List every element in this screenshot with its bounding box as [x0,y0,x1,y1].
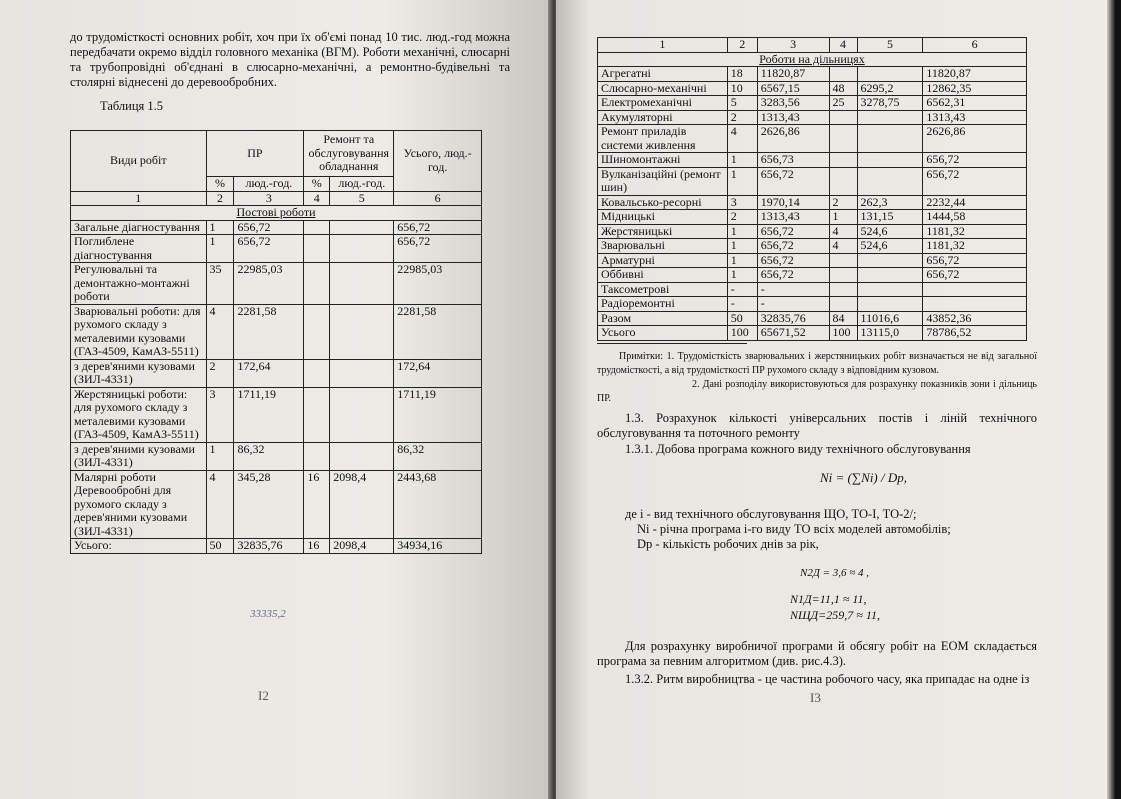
col-num: 5 [857,38,923,53]
work-kind-cell: з дерев'яними кузовами (ЗИЛ-4331) [71,359,207,387]
table-cell: 656,72 [394,235,482,263]
work-kind-cell: Усього: [71,539,207,554]
work-kind-cell: Жерстяницькі роботи: для рухомого складу з металевими кузовами (ГАЗ-4509, КамАЗ-5511) [71,387,207,442]
col-num: 3 [757,38,829,53]
header-pr: ПР [206,131,304,177]
table-cell: 1 [206,220,234,235]
formula-main: Ni = (∑Ni) / Dp, [820,470,908,485]
work-kind-cell: Вулканізаційні (ремонт шин) [598,167,728,195]
table-cell [829,67,857,82]
table-row [598,253,1027,268]
work-kind-cell: Акумуляторні [598,110,728,125]
table-cell: 1 [727,153,757,168]
table-cell [330,442,394,470]
table-cell: 2443,68 [394,470,482,539]
table-cell: 78786,52 [923,326,1027,341]
table-cell [829,253,857,268]
table-cell: 12862,35 [923,81,1027,96]
work-kind-cell: Жерстяницькі [598,224,728,239]
work-kind-cell: Агрегатні [598,67,728,82]
table-row [598,195,1027,210]
paragraph-2: 1.3.2. Ритм виробництва - це частина робочого часу, яка припадає на одне із [625,672,1030,686]
table-row [598,326,1027,341]
table-cell: 34934,16 [394,539,482,554]
table-cell: 48 [829,81,857,96]
work-kind-cell: Шиномонтажні [598,153,728,168]
work-kind-cell: Електромеханічні [598,96,728,111]
table-row [71,220,482,235]
table-row [598,153,1027,168]
table-cell [857,153,923,168]
table-cell [330,263,394,305]
col-num: 6 [394,191,482,206]
col-num: 3 [234,191,304,206]
table-cell [857,110,923,125]
table-cell [304,304,330,359]
table-cell: 18 [727,67,757,82]
table-cell [330,387,394,442]
table-cell [829,268,857,283]
table-cell: 10 [727,81,757,96]
calc-1: N2Д = 3,6 ≈ 4 , [800,567,870,579]
table-cell: 2626,86 [923,125,1027,153]
table-cell [923,297,1027,312]
table-cell: 100 [829,326,857,341]
table-row [598,311,1027,326]
work-kind-cell: Радіоремонтні [598,297,728,312]
where-line-1: де i - вид технічного обслуговування ЩО, ТО-І, ТО-2/; [625,507,917,521]
table-row [598,125,1027,153]
table-cell: 4 [206,470,234,539]
table-cell: 656,72 [923,167,1027,195]
table-cell [304,235,330,263]
intro-paragraph: до трудомісткості основних робіт, хоч при їх об'ємі понад 10 тис. люд.-год можна передбачати окремо відділ головного механіка (ВГМ). Роботи механічні, слюсарні та трубопровідні об'єднані в слюсарно-механічні, а ремонтно-будівельні та столярні віднесені до деревообробних. [70,30,510,89]
table-cell: 1711,19 [394,387,482,442]
col-num: 4 [304,191,330,206]
table-row [598,167,1027,195]
table-cell [829,125,857,153]
table-cell: 6562,31 [923,96,1027,111]
work-kind-cell: Зварювальні [598,239,728,254]
table-cell: 13115,0 [857,326,923,341]
table-cell [330,359,394,387]
work-kind-cell: з дерев'яними кузовами (ЗИЛ-4331) [71,442,207,470]
notes-divider [597,343,747,344]
table-row [71,470,482,539]
table-cell: 656,72 [234,235,304,263]
table-cell: 524,6 [857,224,923,239]
table-row [598,210,1027,225]
table-cell: - [757,282,829,297]
table-cell: 4 [829,239,857,254]
table-cell [829,297,857,312]
table-cell: 50 [727,311,757,326]
table-cell: 524,6 [857,239,923,254]
table-cell: 131,15 [857,210,923,225]
table-cell: 2 [206,359,234,387]
table-cell: 25 [829,96,857,111]
table-cell: 656,72 [234,220,304,235]
table-cell: 1 [727,239,757,254]
table-cell [857,125,923,153]
page-edge [1107,0,1121,799]
table-cell: 32835,76 [234,539,304,554]
col-num: 5 [330,191,394,206]
table-cell: 1313,43 [757,210,829,225]
table-cell: 11016,6 [857,311,923,326]
table-cell: 1444,58 [923,210,1027,225]
table-cell [857,67,923,82]
table-cell: 656,72 [757,253,829,268]
table-row [598,282,1027,297]
table-cell: 1970,14 [757,195,829,210]
table-cell: 6567,15 [757,81,829,96]
note-1: Примітки: 1. Трудомісткість зварювальних і жерстяницьких робіт визначається не від загальної трудомісткості, а від трудомісткості ПР рухомого складу з відповідним кузовом. [597,351,1037,376]
table-cell: 11820,87 [923,67,1027,82]
work-kind-cell: Слюсарно-механічні [598,81,728,96]
table-cell: 1 [829,210,857,225]
table-cell [330,235,394,263]
table-cell: 35 [206,263,234,305]
work-kind-cell: Ремонт приладів системи живлення [598,125,728,153]
table-row [598,224,1027,239]
table-cell: 1181,32 [923,224,1027,239]
table-notes [597,350,1037,406]
table-cell [829,110,857,125]
table-cell [304,442,330,470]
table-cell: 22985,03 [234,263,304,305]
page-number: I2 [258,688,269,703]
table-cell: 2281,58 [394,304,482,359]
table-cell: 5 [727,96,757,111]
table-cell [304,387,330,442]
table-cell: 1313,43 [923,110,1027,125]
right-table [597,37,1027,341]
left-page [0,0,552,799]
left-table [70,130,482,554]
col-num: 2 [206,191,234,206]
table-row [598,239,1027,254]
table-row [598,110,1027,125]
table-cell [857,167,923,195]
table-cell: 84 [829,311,857,326]
where-line-3: Dp - кількість робочих днів за рік, [637,537,819,551]
table-cell: 2 [727,210,757,225]
table-cell: 3278,75 [857,96,923,111]
table-cell [923,282,1027,297]
table-cell: 656,72 [923,253,1027,268]
table-cell: 656,72 [923,268,1027,283]
section-heading: 1.3. Розрахунок кількості універсальних постів і ліній технічного обслуговування та поточного ремонту [597,411,1037,440]
work-kind-cell: Поглиблене діагностування [71,235,207,263]
table-cell: - [727,282,757,297]
table-cell [857,297,923,312]
table-cell [304,359,330,387]
table-row [71,442,482,470]
table-cell: 1 [727,268,757,283]
table-cell: 172,64 [394,359,482,387]
table-cell: 3283,56 [757,96,829,111]
header-repair: Ремонт та обслуговування обладнання [304,131,394,177]
left-table-body [71,220,482,553]
right-table-body [598,67,1027,341]
table-cell: 172,64 [234,359,304,387]
section-title: Роботи на дільницях [598,52,1027,67]
table-row [598,67,1027,82]
table-cell: 1313,43 [757,110,829,125]
table-cell: 656,72 [757,167,829,195]
table-cell: 2626,86 [757,125,829,153]
table-row [71,387,482,442]
table-cell: 11820,87 [757,67,829,82]
calc-2: N1Д=11,1 ≈ 11, [790,592,867,606]
table-cell: 2 [829,195,857,210]
table-cell: 100 [727,326,757,341]
col-num: 4 [829,38,857,53]
table-cell [304,220,330,235]
table-cell [829,167,857,195]
table-cell [857,282,923,297]
table-cell: 656,73 [757,153,829,168]
table-cell [330,304,394,359]
table-cell: 1 [206,235,234,263]
header-pct: % [206,177,234,192]
col-num: 1 [71,191,207,206]
table-cell: 3 [727,195,757,210]
table-caption: Таблиця 1.5 [100,99,164,113]
header-kind: Види робіт [71,131,207,192]
table-cell [829,282,857,297]
table-cell: 656,72 [757,224,829,239]
work-kind-cell: Регулювальні та демонтажно-монтажні роботи [71,263,207,305]
header-hours: люд.-год. [234,177,304,192]
col-num: 1 [598,38,728,53]
work-kind-cell: Арматурні [598,253,728,268]
page-number: I3 [810,690,821,705]
table-cell: - [757,297,829,312]
table-cell: 65671,52 [757,326,829,341]
table-cell: 656,72 [757,239,829,254]
table-cell: 2098,4 [330,539,394,554]
table-cell: 6295,2 [857,81,923,96]
work-kind-cell: Оббивні [598,268,728,283]
table-row [598,297,1027,312]
table-cell: 22985,03 [394,263,482,305]
table-cell: 1181,32 [923,239,1027,254]
table-row [71,359,482,387]
table-cell: 50 [206,539,234,554]
table-cell [330,220,394,235]
table-cell: 1711,19 [234,387,304,442]
header-hours: люд.-год. [330,177,394,192]
note-2: 2. Дані розподілу використовуються для розрахунку показників зони і дільниць ПР. [597,379,1037,404]
table-cell: 2098,4 [330,470,394,539]
table-row [598,81,1027,96]
table-cell: 1 [206,442,234,470]
table-cell: - [727,297,757,312]
table-cell: 32835,76 [757,311,829,326]
calc-3: NЩД=259,7 ≈ 11, [790,608,880,622]
table-cell: 16 [304,539,330,554]
table-cell: 4 [727,125,757,153]
work-kind-cell: Усього [598,326,728,341]
table-row [71,235,482,263]
work-kind-cell: Разом [598,311,728,326]
table-cell [829,153,857,168]
table-cell: 262,3 [857,195,923,210]
table-row [598,268,1027,283]
work-kind-cell: Зварювальні роботи: для рухомого складу з металевими кузовами (ГАЗ-4509, КамАЗ-5511) [71,304,207,359]
col-num: 2 [727,38,757,53]
table-cell: 656,72 [923,153,1027,168]
subsection-heading: 1.3.1. Добова програма кожного виду технічного обслуговування [625,442,971,456]
table-cell: 4 [206,304,234,359]
header-total: Усього, люд.-год. [394,131,482,192]
work-kind-cell: Таксометрові [598,282,728,297]
table-cell [857,268,923,283]
table-row [71,263,482,305]
table-cell: 2232,44 [923,195,1027,210]
work-kind-cell: Загальне діагностування [71,220,207,235]
work-kind-cell: Ковальсько-ресорні [598,195,728,210]
table-cell: 86,32 [394,442,482,470]
table-cell: 656,72 [394,220,482,235]
table-cell [857,253,923,268]
table-cell: 656,72 [757,268,829,283]
work-kind-cell: Малярні роботи Деревообробні для рухомого складу з дерев'яними кузовами (ЗИЛ-4331) [71,470,207,539]
table-cell: 4 [829,224,857,239]
table-row [71,539,482,554]
table-cell: 16 [304,470,330,539]
table-cell: 2281,58 [234,304,304,359]
table-cell: 345,28 [234,470,304,539]
work-kind-cell: Мідницькі [598,210,728,225]
paragraph-1: Для розрахунку виробничої програми й обсягу робіт на ЕОМ складається програма за певним алгоритмом (див. рис.4.3). [597,639,1037,668]
section-title: Постові роботи [71,206,482,221]
table-cell: 2 [727,110,757,125]
table-cell: 86,32 [234,442,304,470]
table-row [71,304,482,359]
table-cell: 43852,36 [923,311,1027,326]
col-num: 6 [923,38,1027,53]
table-cell: 3 [206,387,234,442]
header-pct: % [304,177,330,192]
where-line-2: Ni - річна програма i-го виду ТО всіх моделей автомобілів; [637,522,951,536]
table-row [598,96,1027,111]
table-cell [304,263,330,305]
table-cell: 1 [727,253,757,268]
handwritten-note: 33335,2 [250,608,286,620]
table-cell: 1 [727,224,757,239]
table-cell: 1 [727,167,757,195]
